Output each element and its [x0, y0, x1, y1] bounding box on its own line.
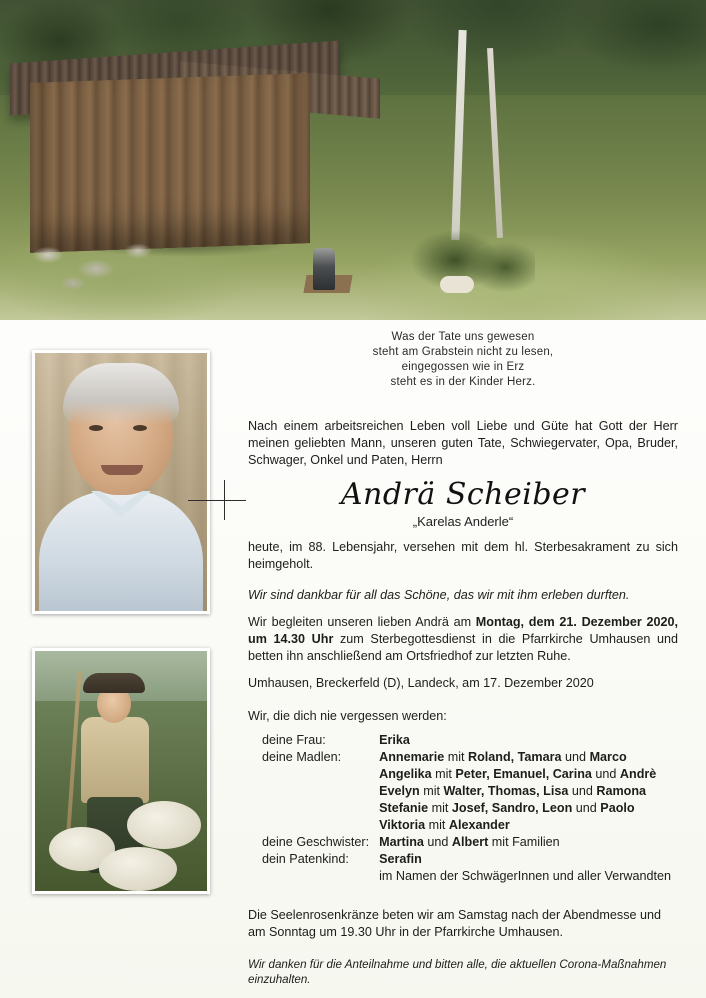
deceased-nickname: „Karelas Anderle“ — [412, 514, 514, 529]
verse-line-3: eingegossen wie in Erz — [401, 361, 525, 373]
family-row — [262, 817, 671, 834]
family-name: Evelyn — [379, 784, 420, 798]
family-row — [262, 783, 671, 800]
family-name: Roland, Tamara — [468, 750, 562, 764]
sheep-1 — [127, 801, 201, 849]
family-connector: und — [423, 835, 452, 849]
shepherd-body — [81, 717, 149, 803]
verse-line-1: Was der Tate uns gewesen — [391, 331, 535, 343]
rosary-paragraph: Die Seelenrosenkränze beten wir am Samstag nach der Abendmesse und am Sonntag um 19.30 Uhr in der Pfarrkirche Umhausen. — [248, 908, 662, 939]
family-name: Stefanie — [379, 801, 429, 815]
family-row — [262, 868, 671, 885]
deceased-name-block — [248, 477, 678, 529]
verse-line-4: steht es in der Kinder Herz. — [390, 376, 536, 388]
family-row — [262, 766, 671, 783]
family-names — [379, 868, 671, 885]
places-and-date: Umhausen, Breckerfeld (D), Landeck, am 17. Dezember 2020 — [248, 676, 594, 690]
family-connector: mit — [428, 801, 452, 815]
photo-dog — [440, 276, 474, 293]
family-name: Albert — [451, 835, 489, 849]
portrait-hair — [63, 363, 179, 425]
family-name: Angelika — [379, 767, 432, 781]
age-line: heute, im 88. Lebensjahr, versehen mit dem hl. Sterbesakrament zu sich heimgeholt. — [248, 540, 678, 571]
family-role: dein Patenkind: — [262, 852, 349, 866]
family-name: Viktoria — [379, 818, 426, 832]
family-name: Marco — [589, 750, 627, 764]
thanks-note: Wir danken für die Anteilnahme und bitten alle, die aktuellen Corona-Maßnahmen einzuhalten. — [248, 958, 667, 986]
family-role — [262, 868, 379, 885]
family-names — [379, 834, 671, 851]
family-connector: und — [572, 801, 601, 815]
funeral-paragraph — [248, 614, 678, 665]
cross-icon — [188, 480, 248, 520]
family-name: Alexander — [448, 818, 510, 832]
family-connector: mit — [419, 784, 444, 798]
mountain-hut-photo — [0, 0, 706, 320]
family-connector: mit — [444, 750, 468, 764]
family-row — [262, 800, 671, 817]
family-role — [262, 766, 379, 783]
family-name: Peter, Emanuel, Carina — [455, 767, 592, 781]
family-connector: und — [568, 784, 597, 798]
portrait-photo-elderly-man — [32, 350, 210, 614]
family-row — [262, 851, 671, 868]
family-role: deine Madlen: — [262, 750, 342, 764]
family-name: Annemarie — [379, 750, 445, 764]
family-role: deine Frau: — [262, 733, 326, 747]
family-name: Erika — [379, 733, 410, 747]
funeral-datetime: Montag, dem 21. Dezember 2020, um 14.30 Uhr — [248, 615, 678, 646]
family-name: Martina — [379, 835, 424, 849]
family-connector: und — [591, 767, 620, 781]
family-heading: Wir, die dich nie vergessen werden: — [248, 709, 447, 723]
portrait-eye-left — [89, 425, 103, 431]
intro-paragraph: Nach einem arbeitsreichen Leben voll Liebe und Güte hat Gott der Herr meinen geliebten Mann, unseren guten Tate, Schwiegervater, Opa, Bruder, Schwager, Onkel und Paten, Herrn — [248, 419, 678, 467]
family-names — [379, 783, 671, 800]
family-role — [262, 817, 379, 834]
family-role: deine Geschwister: — [262, 835, 370, 849]
sheep-3 — [99, 847, 177, 891]
family-connector: im Namen der SchwägerInnen und aller Verwandten — [379, 869, 672, 883]
family-names — [379, 749, 671, 766]
family-connector: mit Familien — [488, 835, 560, 849]
family-name: Ramona — [596, 784, 647, 798]
family-role — [262, 800, 379, 817]
funeral-text-1: Wir begleiten unseren lieben Andrä am — [248, 615, 476, 629]
family-row — [262, 732, 671, 749]
family-role — [262, 783, 379, 800]
family-names — [379, 817, 671, 834]
family-names — [379, 732, 671, 749]
shepherd-hat — [83, 673, 145, 693]
funeral-text-2: zum Sterbegottesdienst in die Pfarrkirche Umhausen und betten ihn anschließend am Ortsfriedhof zur letzten Ruhe. — [248, 632, 678, 663]
portrait-eye-right — [133, 425, 147, 431]
photo-young-shepherd-with-sheep — [32, 648, 210, 894]
family-names — [379, 800, 671, 817]
family-name: Paolo — [600, 801, 635, 815]
gratitude-line: Wir sind dankbar für all das Schöne, das wir mit ihm erleben durften. — [248, 588, 630, 602]
verse-line-2: steht am Grabstein nicht zu lesen, — [372, 346, 554, 358]
family-connector: mit — [425, 818, 449, 832]
portrait-mouth — [101, 465, 143, 475]
family-row — [262, 749, 671, 766]
family-name: Serafin — [379, 852, 422, 866]
family-names — [379, 851, 671, 868]
family-names — [379, 766, 671, 783]
family-name: Andrè — [619, 767, 657, 781]
family-name: Josef, Sandro, Leon — [451, 801, 573, 815]
photo-seated-man — [313, 248, 335, 290]
family-section — [248, 708, 678, 885]
family-connector: mit — [431, 767, 456, 781]
family-table-body — [262, 732, 671, 885]
verse-block — [248, 330, 678, 390]
memorial-text-column — [248, 330, 678, 998]
deceased-name: Andrä Scheiber — [340, 477, 586, 512]
photo-stones — [18, 235, 168, 295]
photo-hut-walls — [30, 73, 310, 253]
family-connector: und — [561, 750, 590, 764]
family-name: Walter, Thomas, Lisa — [443, 784, 569, 798]
family-table — [262, 732, 671, 885]
family-row — [262, 834, 671, 851]
cross-horizontal — [188, 500, 246, 501]
